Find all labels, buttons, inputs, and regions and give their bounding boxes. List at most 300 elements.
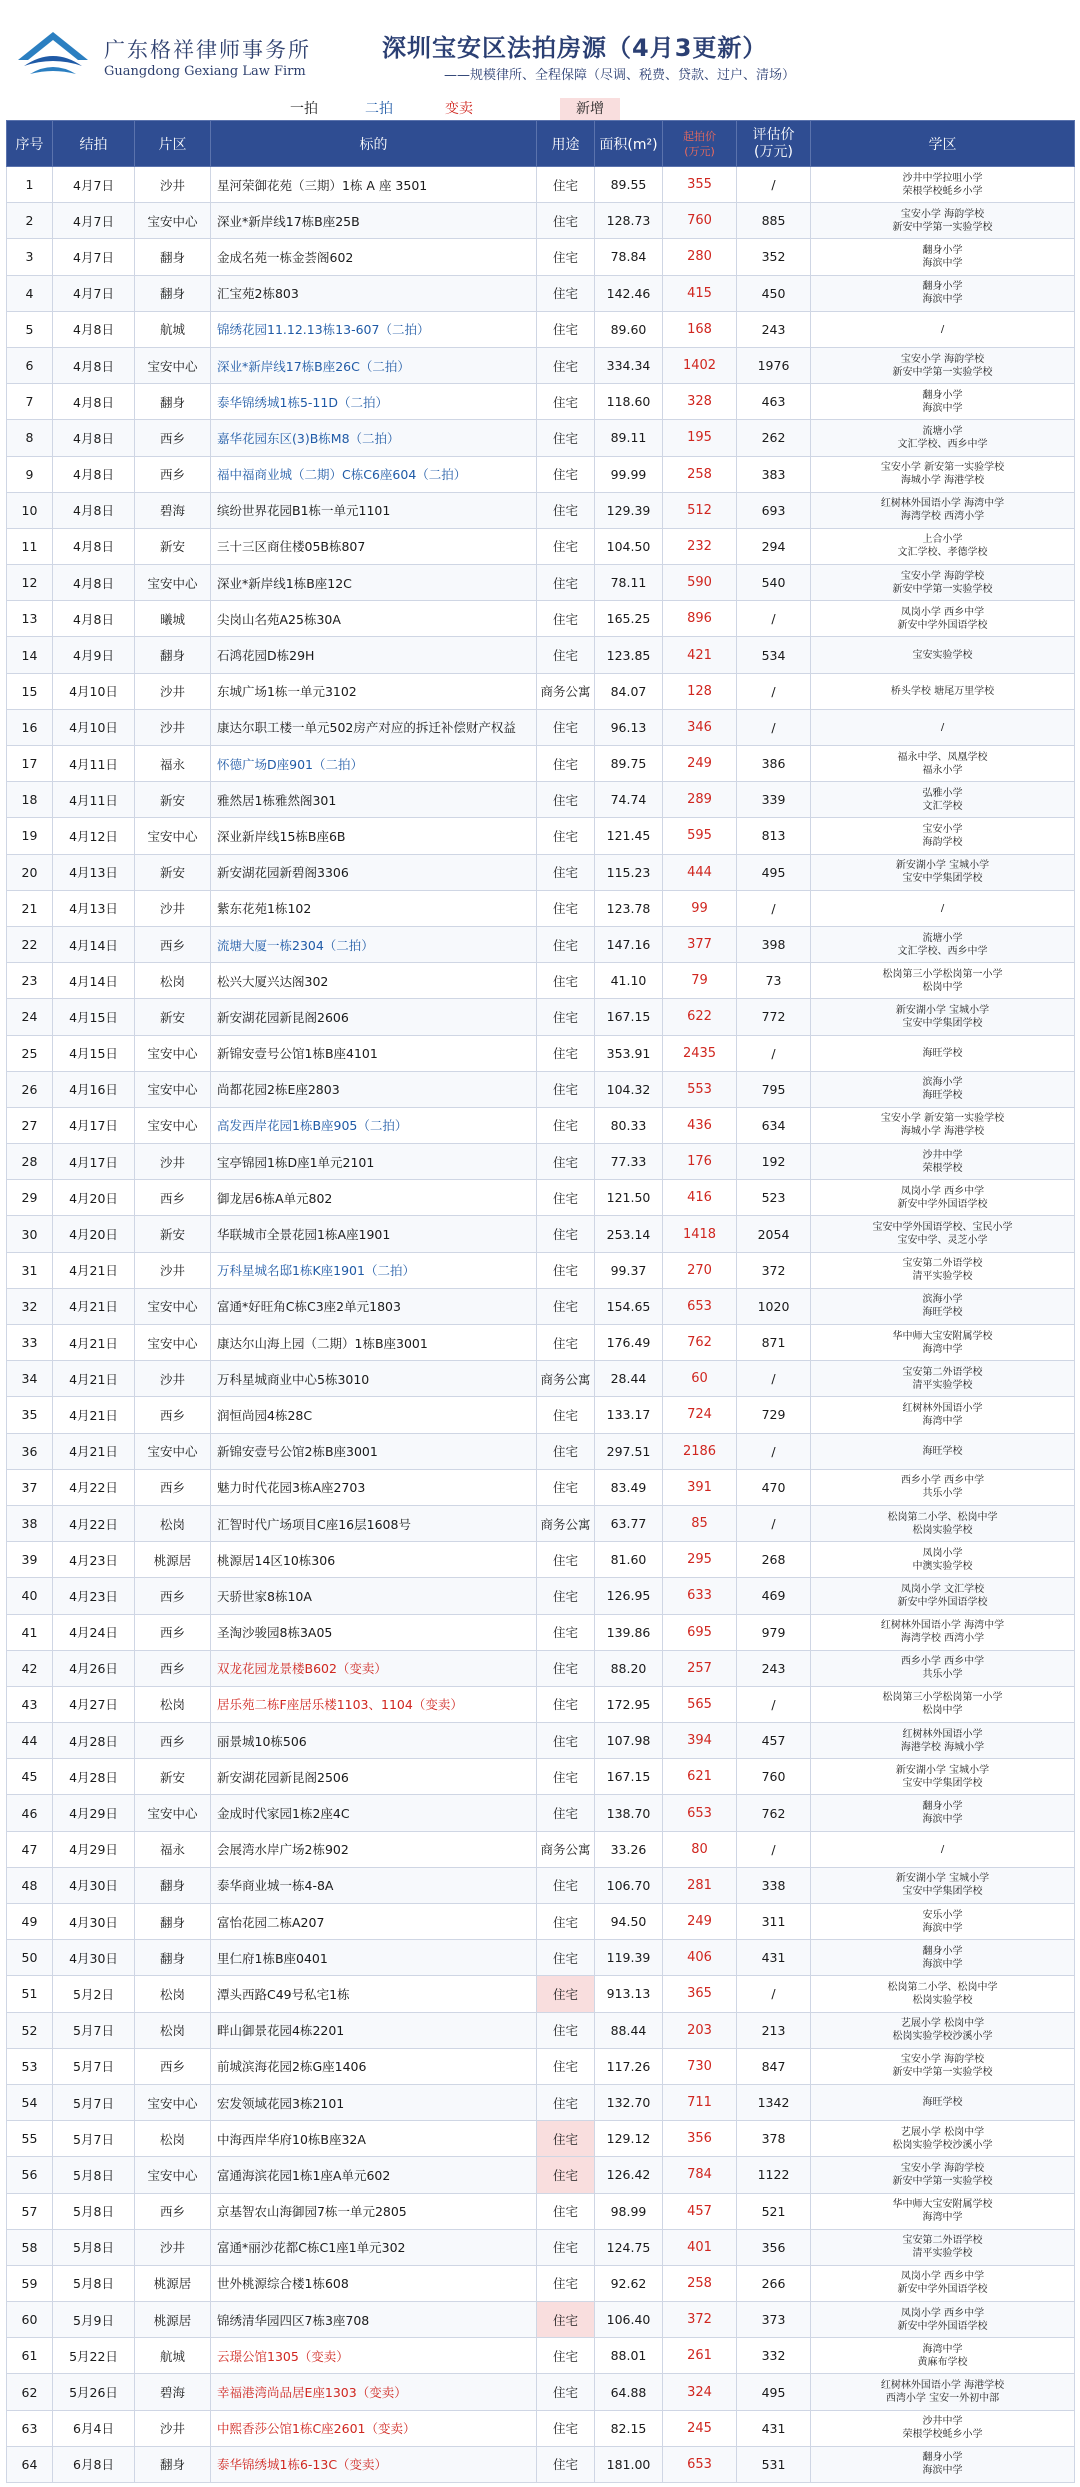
cell-district: 宝安中心 [135, 1107, 211, 1143]
cell-area: 132.70 [595, 2084, 663, 2120]
cell-use: 住宅 [537, 637, 595, 673]
cell-district: 松岗 [135, 2121, 211, 2157]
cell-start-price: 289 [663, 782, 737, 818]
cell-district: 宝安中心 [135, 2157, 211, 2193]
cell-no: 55 [7, 2121, 53, 2157]
cell-use: 住宅 [537, 2048, 595, 2084]
cell-use: 住宅 [537, 347, 595, 383]
cell-area: 89.55 [595, 167, 663, 203]
cell-target: 新安湖花园新昆阁2506 [211, 1759, 537, 1795]
cell-eval-price: 243 [737, 311, 811, 347]
cell-no: 17 [7, 746, 53, 782]
cell-eval-price: 268 [737, 1542, 811, 1578]
cell-district: 西乡 [135, 2193, 211, 2229]
cell-school: 新安湖小学 宝城小学 宝安中学集团学校 [811, 999, 1075, 1035]
cell-school: / [811, 1831, 1075, 1867]
cell-district: 翻身 [135, 637, 211, 673]
cell-use: 住宅 [537, 1723, 595, 1759]
cell-use: 住宅 [537, 1867, 595, 1903]
cell-area: 81.60 [595, 1542, 663, 1578]
cell-area: 89.60 [595, 311, 663, 347]
table-row [7, 384, 1075, 420]
cell-end-date: 4月21日 [53, 1433, 135, 1469]
cell-eval-price: 871 [737, 1325, 811, 1361]
cell-district: 西乡 [135, 1578, 211, 1614]
cell-no: 29 [7, 1180, 53, 1216]
cell-start-price: 203 [663, 2012, 737, 2048]
cell-area: 98.99 [595, 2193, 663, 2229]
table-row [7, 167, 1075, 203]
cell-target: 雅然居1栋雅然阁301 [211, 782, 537, 818]
table-row [7, 2229, 1075, 2265]
cell-no: 38 [7, 1505, 53, 1541]
cell-end-date: 5月8日 [53, 2157, 135, 2193]
header-school: 学区 [811, 121, 1075, 167]
cell-no: 22 [7, 926, 53, 962]
cell-eval-price: 213 [737, 2012, 811, 2048]
cell-end-date: 4月15日 [53, 999, 135, 1035]
cell-school: 艺展小学 松岗中学 松岗实验学校沙溪小学 [811, 2012, 1075, 2048]
cell-eval-price: / [737, 1686, 811, 1722]
cell-use: 住宅 [537, 1578, 595, 1614]
cell-school: 翻身小学 海滨中学 [811, 1795, 1075, 1831]
cell-target: 居乐苑二栋F座居乐楼1103、1104（变卖） [211, 1686, 537, 1722]
cell-area: 78.84 [595, 239, 663, 275]
cell-eval-price: 1976 [737, 347, 811, 383]
cell-no: 32 [7, 1288, 53, 1324]
cell-end-date: 5月26日 [53, 2374, 135, 2410]
cell-no: 2 [7, 203, 53, 239]
cell-district: 西乡 [135, 926, 211, 962]
firm-logo-icon [14, 24, 92, 84]
cell-target: 高发西岸花园1栋B座905（二拍） [211, 1107, 537, 1143]
cell-no: 23 [7, 963, 53, 999]
table-row [7, 2084, 1075, 2120]
cell-target: 深业新岸线15栋B座6B [211, 818, 537, 854]
cell-eval-price: 979 [737, 1614, 811, 1650]
cell-end-date: 4月28日 [53, 1759, 135, 1795]
cell-school: 凤岗小学 西乡中学 新安中学外国语学校 [811, 2265, 1075, 2301]
cell-end-date: 4月9日 [53, 637, 135, 673]
cell-target: 深业*新岸线17栋B座26C（二拍） [211, 347, 537, 383]
cell-start-price: 724 [663, 1397, 737, 1433]
cell-eval-price: 523 [737, 1180, 811, 1216]
cell-area: 167.15 [595, 1759, 663, 1795]
cell-start-price: 245 [663, 2410, 737, 2446]
cell-no: 40 [7, 1578, 53, 1614]
cell-start-price: 590 [663, 565, 737, 601]
cell-no: 9 [7, 456, 53, 492]
cell-school: 凤岗小学 西乡中学 新安中学外国语学校 [811, 601, 1075, 637]
cell-end-date: 4月14日 [53, 926, 135, 962]
cell-eval-price: 772 [737, 999, 811, 1035]
cell-no: 28 [7, 1144, 53, 1180]
cell-no: 54 [7, 2084, 53, 2120]
cell-target: 里仁府1栋B座0401 [211, 1940, 537, 1976]
cell-target: 深业*新岸线17栋B座25B [211, 203, 537, 239]
cell-end-date: 4月27日 [53, 1686, 135, 1722]
cell-area: 181.00 [595, 2446, 663, 2482]
cell-target: 缤纷世界花园B1栋一单元1101 [211, 492, 537, 528]
cell-district: 宝安中心 [135, 2084, 211, 2120]
cell-use: 住宅 [537, 1433, 595, 1469]
cell-district: 西乡 [135, 1650, 211, 1686]
cell-school: 滨海小学 海旺学校 [811, 1288, 1075, 1324]
cell-start-price: 1402 [663, 347, 737, 383]
cell-eval-price: 634 [737, 1107, 811, 1143]
cell-eval-price: 521 [737, 2193, 811, 2229]
cell-end-date: 4月11日 [53, 746, 135, 782]
cell-end-date: 4月22日 [53, 1505, 135, 1541]
table-row [7, 2338, 1075, 2374]
cell-start-price: 391 [663, 1469, 737, 1505]
cell-district: 沙井 [135, 1252, 211, 1288]
table-row [7, 347, 1075, 383]
cell-eval-price: 795 [737, 1071, 811, 1107]
cell-district: 西乡 [135, 2048, 211, 2084]
cell-target: 云璟公馆1305（变卖） [211, 2338, 537, 2374]
cell-area: 104.32 [595, 1071, 663, 1107]
table-row [7, 1180, 1075, 1216]
cell-target: 万科星城名邸1栋K座1901（二拍） [211, 1252, 537, 1288]
cell-target: 宏发领域花园3栋2101 [211, 2084, 537, 2120]
cell-end-date: 4月30日 [53, 1867, 135, 1903]
cell-no: 60 [7, 2302, 53, 2338]
cell-start-price: 622 [663, 999, 737, 1035]
table-body [7, 167, 1075, 2483]
cell-area: 123.78 [595, 890, 663, 926]
cell-district: 航城 [135, 2338, 211, 2374]
cell-school: 新安湖小学 宝城小学 宝安中学集团学校 [811, 1759, 1075, 1795]
header-start-price-label: 起拍价 (万元) [683, 129, 716, 158]
cell-use: 住宅 [537, 2193, 595, 2229]
cell-school: 松岗第三小学松岗第一小学 松岗中学 [811, 1686, 1075, 1722]
cell-use: 商务公寓 [537, 1361, 595, 1397]
cell-school: 华中师大宝安附属学校 海湾中学 [811, 1325, 1075, 1361]
cell-use: 住宅 [537, 2265, 595, 2301]
cell-area: 104.50 [595, 528, 663, 564]
cell-district: 翻身 [135, 384, 211, 420]
cell-area: 99.99 [595, 456, 663, 492]
cell-start-price: 784 [663, 2157, 737, 2193]
cell-eval-price: 693 [737, 492, 811, 528]
cell-target: 尖岗山名苑A25栋30A [211, 601, 537, 637]
table-row [7, 275, 1075, 311]
table-row [7, 1686, 1075, 1722]
table-row [7, 2193, 1075, 2229]
cell-target: 石鸿花园D栋29H [211, 637, 537, 673]
cell-no: 45 [7, 1759, 53, 1795]
cell-no: 33 [7, 1325, 53, 1361]
cell-no: 19 [7, 818, 53, 854]
cell-use: 住宅 [537, 1325, 595, 1361]
cell-eval-price: 73 [737, 963, 811, 999]
cell-district: 沙井 [135, 2229, 211, 2265]
cell-eval-price: 386 [737, 746, 811, 782]
header-no: 序号 [7, 121, 53, 167]
cell-no: 10 [7, 492, 53, 528]
cell-end-date: 4月8日 [53, 384, 135, 420]
cell-end-date: 4月10日 [53, 673, 135, 709]
cell-target: 富怡花园二栋A207 [211, 1904, 537, 1940]
cell-end-date: 4月7日 [53, 167, 135, 203]
cell-school: / [811, 311, 1075, 347]
table-row [7, 1795, 1075, 1831]
cell-school: 艺展小学 松岗中学 松岗实验学校沙溪小学 [811, 2121, 1075, 2157]
cell-eval-price: 847 [737, 2048, 811, 2084]
cell-start-price: 168 [663, 311, 737, 347]
legend-first-auction: 一拍 [290, 101, 318, 117]
cell-district: 宝安中心 [135, 565, 211, 601]
cell-area: 88.01 [595, 2338, 663, 2374]
cell-target: 新锦安壹号公馆2栋B座3001 [211, 1433, 537, 1469]
cell-school: 翻身小学 海滨中学 [811, 1940, 1075, 1976]
cell-district: 曦城 [135, 601, 211, 637]
cell-target: 东城广场1栋一单元3102 [211, 673, 537, 709]
cell-school: 宝安小学 海韵学校 新安中学第一实验学校 [811, 2157, 1075, 2193]
cell-no: 39 [7, 1542, 53, 1578]
cell-end-date: 4月8日 [53, 492, 135, 528]
cell-start-price: 80 [663, 1831, 737, 1867]
table-row [7, 565, 1075, 601]
cell-school: 宝安第二外语学校 清平实验学校 [811, 1361, 1075, 1397]
cell-area: 78.11 [595, 565, 663, 601]
cell-no: 64 [7, 2446, 53, 2482]
cell-start-price: 176 [663, 1144, 737, 1180]
table-row [7, 2446, 1075, 2482]
table-row [7, 1723, 1075, 1759]
cell-start-price: 280 [663, 239, 737, 275]
cell-school: 凤岗小学 中澳实验学校 [811, 1542, 1075, 1578]
cell-district: 沙井 [135, 890, 211, 926]
cell-district: 翻身 [135, 1867, 211, 1903]
cell-area: 118.60 [595, 384, 663, 420]
cell-area: 129.39 [595, 492, 663, 528]
cell-use: 住宅 [537, 746, 595, 782]
cell-eval-price: 372 [737, 1252, 811, 1288]
cell-district: 福永 [135, 746, 211, 782]
table-row [7, 1071, 1075, 1107]
cell-eval-price: 431 [737, 1940, 811, 1976]
firm-name-cn: 广东格祥律师事务所 [104, 38, 311, 62]
cell-use: 住宅 [537, 239, 595, 275]
cell-use: 住宅 [537, 2302, 595, 2338]
cell-start-price: 232 [663, 528, 737, 564]
cell-district: 松岗 [135, 2012, 211, 2048]
cell-end-date: 4月24日 [53, 1614, 135, 1650]
cell-target: 富通*丽沙花都C栋C1座1单元302 [211, 2229, 537, 2265]
cell-start-price: 281 [663, 1867, 737, 1903]
cell-use: 住宅 [537, 963, 595, 999]
cell-use: 住宅 [537, 167, 595, 203]
cell-eval-price: 1342 [737, 2084, 811, 2120]
cell-use: 住宅 [537, 926, 595, 962]
cell-end-date: 4月10日 [53, 709, 135, 745]
cell-no: 36 [7, 1433, 53, 1469]
cell-start-price: 896 [663, 601, 737, 637]
cell-school: 红树林外国语小学 海湾中学 海湾学校 西湾小学 [811, 1614, 1075, 1650]
cell-no: 42 [7, 1650, 53, 1686]
cell-target: 中海西岸华府10栋B座32A [211, 2121, 537, 2157]
cell-target: 康达尔山海上园（二期）1栋B座3001 [211, 1325, 537, 1361]
cell-target: 泰华锦绣城1栋5-11D（二拍） [211, 384, 537, 420]
cell-area: 334.34 [595, 347, 663, 383]
table-row [7, 601, 1075, 637]
cell-start-price: 377 [663, 926, 737, 962]
cell-area: 913.13 [595, 1976, 663, 2012]
cell-area: 142.46 [595, 275, 663, 311]
cell-school: 西乡小学 西乡中学 共乐小学 [811, 1469, 1075, 1505]
cell-use: 住宅 [537, 1216, 595, 1252]
legend-new: 新增 [560, 98, 620, 120]
table-row [7, 1361, 1075, 1397]
table-row [7, 1397, 1075, 1433]
cell-school: 翻身小学 海滨中学 [811, 275, 1075, 311]
cell-no: 46 [7, 1795, 53, 1831]
cell-district: 碧海 [135, 492, 211, 528]
cell-end-date: 4月30日 [53, 1940, 135, 1976]
table-row [7, 2048, 1075, 2084]
cell-target: 世外桃源综合楼1栋608 [211, 2265, 537, 2301]
cell-use: 住宅 [537, 2338, 595, 2374]
cell-eval-price: 262 [737, 420, 811, 456]
cell-target: 润恒尚园4栋28C [211, 1397, 537, 1433]
table-row [7, 1976, 1075, 2012]
cell-no: 51 [7, 1976, 53, 2012]
cell-eval-price: 338 [737, 1867, 811, 1903]
cell-area: 129.12 [595, 2121, 663, 2157]
page-subtitle: ——规模律所、全程保障（尽调、税费、贷款、过户、清场） [444, 68, 796, 83]
table-row [7, 963, 1075, 999]
cell-district: 新安 [135, 1216, 211, 1252]
cell-target: 金成名苑一栋金荟阁602 [211, 239, 537, 275]
cell-district: 松岗 [135, 1686, 211, 1722]
table-row [7, 311, 1075, 347]
cell-start-price: 565 [663, 1686, 737, 1722]
cell-use: 住宅 [537, 2084, 595, 2120]
table-row [7, 1614, 1075, 1650]
cell-end-date: 4月17日 [53, 1107, 135, 1143]
cell-target: 尚都花园2栋E座2803 [211, 1071, 537, 1107]
cell-target: 丽景城10栋506 [211, 1723, 537, 1759]
cell-school: 西乡小学 西乡中学 共乐小学 [811, 1650, 1075, 1686]
cell-school: 宝安小学 新安第一实验学校 海城小学 海港学校 [811, 1107, 1075, 1143]
cell-use: 住宅 [537, 456, 595, 492]
table-row [7, 1578, 1075, 1614]
cell-district: 沙井 [135, 2410, 211, 2446]
table-row [7, 709, 1075, 745]
cell-district: 沙井 [135, 1361, 211, 1397]
cell-end-date: 6月4日 [53, 2410, 135, 2446]
cell-school: 沙井中学拉咀小学 荣根学校蚝乡小学 [811, 167, 1075, 203]
cell-area: 138.70 [595, 1795, 663, 1831]
cell-school: 华中师大宝安附属学校 海湾中学 [811, 2193, 1075, 2229]
header-eval-price: 评估价 (万元) [737, 121, 811, 167]
cell-area: 28.44 [595, 1361, 663, 1397]
firm-name-en: Guangdong Gexiang Law Firm [104, 64, 306, 79]
cell-target: 泰华商业城一栋4-8A [211, 1867, 537, 1903]
cell-eval-price: / [737, 1505, 811, 1541]
cell-target: 紫东花苑1栋102 [211, 890, 537, 926]
cell-end-date: 4月8日 [53, 601, 135, 637]
cell-use: 住宅 [537, 2121, 595, 2157]
cell-start-price: 258 [663, 2265, 737, 2301]
cell-no: 12 [7, 565, 53, 601]
cell-end-date: 5月8日 [53, 2265, 135, 2301]
cell-target: 桃源居14区10栋306 [211, 1542, 537, 1578]
table-row [7, 456, 1075, 492]
cell-area: 124.75 [595, 2229, 663, 2265]
cell-end-date: 4月26日 [53, 1650, 135, 1686]
cell-use: 住宅 [537, 2229, 595, 2265]
cell-end-date: 5月7日 [53, 2084, 135, 2120]
cell-district: 福永 [135, 1831, 211, 1867]
cell-no: 6 [7, 347, 53, 383]
cell-district: 沙井 [135, 1144, 211, 1180]
cell-start-price: 258 [663, 456, 737, 492]
cell-start-price: 394 [663, 1723, 737, 1759]
cell-use: 住宅 [537, 818, 595, 854]
cell-district: 新安 [135, 854, 211, 890]
cell-school: / [811, 709, 1075, 745]
cell-no: 44 [7, 1723, 53, 1759]
cell-target: 金成时代家园1栋2座4C [211, 1795, 537, 1831]
cell-district: 新安 [135, 1759, 211, 1795]
cell-use: 住宅 [537, 1650, 595, 1686]
cell-start-price: 99 [663, 890, 737, 926]
cell-use: 住宅 [537, 1759, 595, 1795]
cell-target: 宝亭锦园1栋D座1单元2101 [211, 1144, 537, 1180]
cell-district: 宝安中心 [135, 347, 211, 383]
cell-end-date: 4月7日 [53, 275, 135, 311]
cell-district: 翻身 [135, 2446, 211, 2482]
cell-use: 商务公寓 [537, 673, 595, 709]
cell-area: 83.49 [595, 1469, 663, 1505]
cell-end-date: 4月16日 [53, 1071, 135, 1107]
cell-end-date: 4月30日 [53, 1904, 135, 1940]
cell-district: 松岗 [135, 963, 211, 999]
cell-eval-price: 373 [737, 2302, 811, 2338]
cell-eval-price: 729 [737, 1397, 811, 1433]
header-use: 用途 [537, 121, 595, 167]
cell-no: 57 [7, 2193, 53, 2229]
table-row [7, 239, 1075, 275]
cell-school: 流塘小学 文汇学校、西乡中学 [811, 926, 1075, 962]
cell-target: 御龙居6栋A单元802 [211, 1180, 537, 1216]
cell-end-date: 4月13日 [53, 854, 135, 890]
cell-no: 58 [7, 2229, 53, 2265]
cell-eval-price: 356 [737, 2229, 811, 2265]
listing-table [6, 120, 1075, 2483]
cell-eval-price: / [737, 1361, 811, 1397]
cell-school: / [811, 890, 1075, 926]
cell-use: 住宅 [537, 1795, 595, 1831]
cell-target: 松兴大厦兴达阁302 [211, 963, 537, 999]
cell-district: 松岗 [135, 1976, 211, 2012]
cell-eval-price: / [737, 890, 811, 926]
cell-no: 30 [7, 1216, 53, 1252]
cell-district: 宝安中心 [135, 818, 211, 854]
cell-area: 297.51 [595, 1433, 663, 1469]
legend-change-sale: 变卖 [445, 101, 473, 117]
table-row [7, 782, 1075, 818]
cell-eval-price: / [737, 1433, 811, 1469]
cell-school: 宝安小学 海韵学校 [811, 818, 1075, 854]
cell-end-date: 4月8日 [53, 456, 135, 492]
cell-target: 锦绣清华园四区7栋3座708 [211, 2302, 537, 2338]
cell-use: 住宅 [537, 2446, 595, 2482]
cell-district: 翻身 [135, 275, 211, 311]
